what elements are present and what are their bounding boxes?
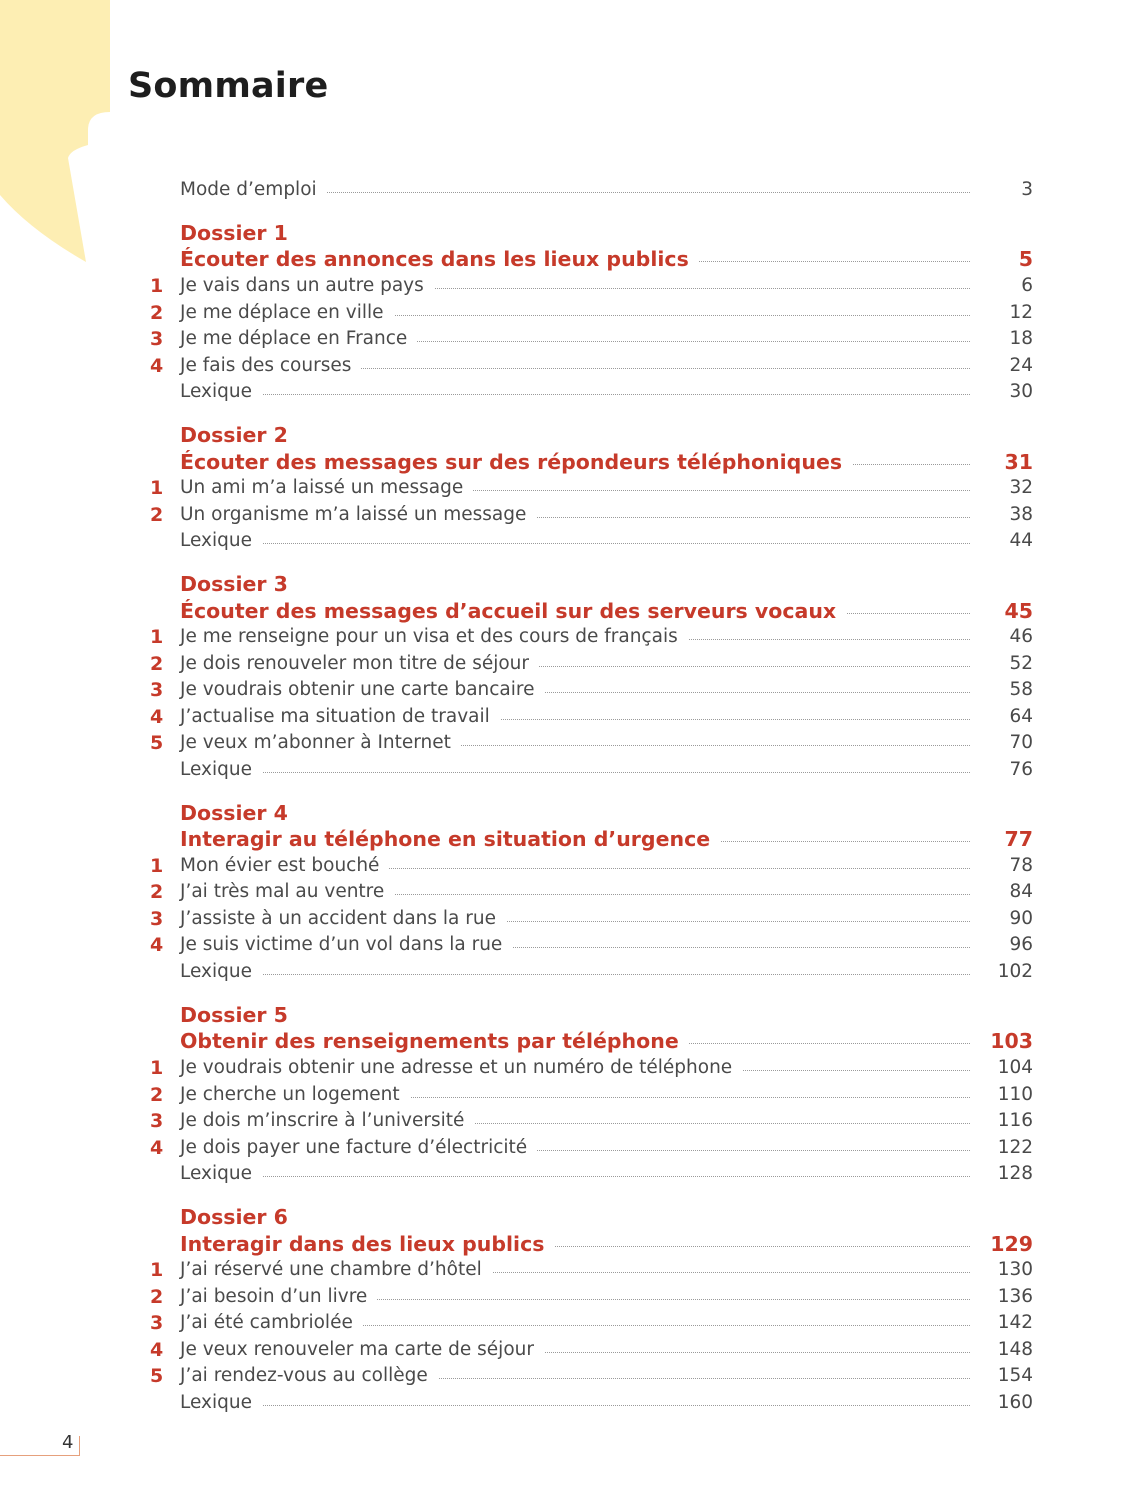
toc-row: [0, 1284, 1127, 1310]
toc-page-number: 96: [1009, 934, 1033, 955]
dossier-heading: [0, 220, 1127, 246]
toc-item-label: J’ai réservé une chambre d’hôtel: [180, 1257, 492, 1283]
toc-item-number: 2: [150, 1286, 164, 1308]
toc-page-number: 76: [1009, 759, 1033, 780]
toc-page-number: 52: [1009, 653, 1033, 674]
toc-page-number: 142: [997, 1312, 1033, 1333]
toc-item-label: Je veux renouveler ma carte de séjour: [180, 1337, 544, 1363]
toc-item-label: Je suis victime d’un vol dans la rue: [180, 932, 512, 958]
toc-item-label: Je cherche un logement: [180, 1082, 410, 1108]
toc-item-number: 2: [150, 881, 164, 903]
toc-item-number: 5: [150, 1365, 164, 1387]
toc-page-number: 12: [1009, 302, 1033, 323]
toc-row: [0, 502, 1127, 528]
toc-page-number: 46: [1009, 626, 1033, 647]
toc-row: [0, 853, 1127, 879]
toc-item-label: Lexique: [180, 1161, 262, 1187]
toc-item-label: Je dois renouveler mon titre de séjour: [180, 651, 539, 677]
toc-item-number: 3: [150, 908, 164, 930]
toc-item-label: J’ai besoin d’un livre: [180, 1284, 377, 1310]
dot-leader: [180, 394, 970, 395]
dossier-title-row: [0, 1028, 1127, 1054]
dot-leader: [180, 1176, 970, 1177]
toc-row: [0, 906, 1127, 932]
dot-leader: [180, 1405, 970, 1406]
toc-row: [0, 528, 1127, 554]
toc-page-number: 30: [1009, 381, 1033, 402]
toc-item-number: 1: [150, 1259, 164, 1281]
toc-row: [0, 177, 1127, 203]
toc-item-label: Je voudrais obtenir une adresse et un numéro de téléphone: [180, 1055, 742, 1081]
toc-item-label: Je me déplace en France: [180, 326, 417, 352]
toc-page-number: 64: [1009, 706, 1033, 727]
dossier-label: Dossier 3: [180, 571, 298, 597]
toc-page-number: 31: [1004, 450, 1033, 474]
toc-page-number: 116: [997, 1110, 1033, 1131]
toc-item-label: Écouter des messages sur des répondeurs téléphoniques: [180, 449, 852, 475]
toc-item-label: Je me déplace en ville: [180, 300, 394, 326]
toc-item-number: 4: [150, 1137, 164, 1159]
toc-page-number: 32: [1009, 477, 1033, 498]
toc-item-label: Je vais dans un autre pays: [180, 273, 434, 299]
toc-item-label: Lexique: [180, 757, 262, 783]
dossier-label: Dossier 5: [180, 1002, 298, 1028]
toc-item-number: 2: [150, 653, 164, 675]
toc-item-number: 3: [150, 679, 164, 701]
dossier-heading: [0, 1204, 1127, 1230]
toc-row: [0, 1390, 1127, 1416]
toc-item-number: 4: [150, 355, 164, 377]
dossier-title-row: [0, 598, 1127, 624]
toc-row: [0, 730, 1127, 756]
toc-item-label: Un organisme m’a laissé un message: [180, 502, 536, 528]
toc-page-number: 18: [1009, 328, 1033, 349]
toc-item-label: Écouter des messages d’accueil sur des serveurs vocaux: [180, 598, 846, 624]
toc-item-label: Écouter des annonces dans les lieux publics: [180, 246, 699, 272]
dot-leader: [180, 974, 970, 975]
dossier-heading: [0, 800, 1127, 826]
page-number: 4: [62, 1432, 74, 1453]
toc-item-label: Je dois m’inscrire à l’université: [180, 1108, 474, 1134]
toc-item-number: 3: [150, 328, 164, 350]
toc-page-number: 90: [1009, 908, 1033, 929]
toc-item-number: 2: [150, 302, 164, 324]
toc-row: [0, 959, 1127, 985]
toc-item-label: Lexique: [180, 528, 262, 554]
toc-item-number: 2: [150, 504, 164, 526]
toc-item-label: Un ami m’a laissé un message: [180, 475, 473, 501]
toc-item-label: J’ai été cambriolée: [180, 1310, 363, 1336]
toc-page-number: 104: [997, 1057, 1033, 1078]
toc-page-number: 102: [997, 961, 1033, 982]
toc-item-number: 1: [150, 477, 164, 499]
toc-row: [0, 353, 1127, 379]
toc-row: [0, 677, 1127, 703]
toc-page-number: 122: [997, 1137, 1033, 1158]
toc-item-label: Lexique: [180, 1390, 262, 1416]
toc-item-label: J’ai très mal au ventre: [180, 879, 394, 905]
toc-item-number: 1: [150, 626, 164, 648]
toc-item-label: Interagir dans des lieux publics: [180, 1231, 554, 1257]
dossier-title-row: [0, 826, 1127, 852]
toc-row: [0, 932, 1127, 958]
toc-row: [0, 1108, 1127, 1134]
toc-item-label: Je voudrais obtenir une carte bancaire: [180, 677, 544, 703]
toc-item-label: Je veux m’abonner à Internet: [180, 730, 461, 756]
dot-leader: [180, 772, 970, 773]
toc-item-label: Obtenir des renseignements par téléphone: [180, 1028, 689, 1054]
toc-page-number: 5: [1018, 247, 1033, 271]
toc-row: [0, 326, 1127, 352]
toc-page-number: 44: [1009, 530, 1033, 551]
toc-row: [0, 704, 1127, 730]
toc-row: [0, 1135, 1127, 1161]
dossier-label: Dossier 4: [180, 800, 298, 826]
toc-item-number: 1: [150, 855, 164, 877]
dossier-heading: [0, 422, 1127, 448]
toc-row: [0, 757, 1127, 783]
toc-row: [0, 624, 1127, 650]
toc-row: [0, 273, 1127, 299]
toc-row: [0, 1337, 1127, 1363]
toc-page-number: 160: [997, 1392, 1033, 1413]
folio-rule-tick: [79, 1436, 80, 1456]
dossier-label: Dossier 1: [180, 220, 298, 246]
toc-item-label: Je dois payer une facture d’électricité: [180, 1135, 537, 1161]
toc-item-label: J’assiste à un accident dans la rue: [180, 906, 506, 932]
dossier-heading: [0, 1002, 1127, 1028]
toc-row: [0, 1055, 1127, 1081]
toc-item-number: 3: [150, 1110, 164, 1132]
toc-page-number: 103: [990, 1029, 1033, 1053]
toc-item-label: Lexique: [180, 379, 262, 405]
toc-row: [0, 1310, 1127, 1336]
toc-item-label: Je fais des courses: [180, 353, 361, 379]
toc-row: [0, 651, 1127, 677]
toc-page-number: 136: [997, 1286, 1033, 1307]
toc-item-number: 2: [150, 1084, 164, 1106]
toc-row: [0, 300, 1127, 326]
toc-page-number: 70: [1009, 732, 1033, 753]
dossier-title-row: [0, 246, 1127, 272]
dossier-heading: [0, 571, 1127, 597]
toc-page-number: 130: [997, 1259, 1033, 1280]
toc-item-label: Interagir au téléphone en situation d’urgence: [180, 826, 720, 852]
toc-item-number: 3: [150, 1312, 164, 1334]
toc-page-number: 129: [990, 1232, 1033, 1256]
toc-item-number: 4: [150, 706, 164, 728]
toc-item-number: 4: [150, 1339, 164, 1361]
toc-item-label: Mon évier est bouché: [180, 853, 389, 879]
dossier-title-row: [0, 449, 1127, 475]
toc-item-label: Mode d’emploi: [180, 177, 327, 203]
toc-row: [0, 1161, 1127, 1187]
dossier-label: Dossier 6: [180, 1204, 298, 1230]
toc-row: [0, 1363, 1127, 1389]
page-title: Sommaire: [128, 66, 329, 106]
toc-page-number: 77: [1004, 827, 1033, 851]
toc-row: [0, 879, 1127, 905]
folio-rule: [0, 1455, 80, 1456]
toc-page-number: 3: [1021, 179, 1033, 200]
toc-page-number: 24: [1009, 355, 1033, 376]
toc-page-number: 110: [997, 1084, 1033, 1105]
toc-page-number: 84: [1009, 881, 1033, 902]
toc-page-number: 154: [997, 1365, 1033, 1386]
toc-page-number: 6: [1021, 275, 1033, 296]
toc-page-number: 58: [1009, 679, 1033, 700]
toc-page-number: 148: [997, 1339, 1033, 1360]
toc-item-label: J’actualise ma situation de travail: [180, 704, 500, 730]
toc-row: [0, 379, 1127, 405]
toc-item-number: 1: [150, 1057, 164, 1079]
toc-row: [0, 475, 1127, 501]
toc-item-number: 1: [150, 275, 164, 297]
toc-page-number: 78: [1009, 855, 1033, 876]
toc-page-number: 38: [1009, 504, 1033, 525]
toc-item-label: Lexique: [180, 959, 262, 985]
toc-item-number: 5: [150, 732, 164, 754]
toc-page-number: 128: [997, 1163, 1033, 1184]
toc-item-label: J’ai rendez-vous au collège: [180, 1363, 438, 1389]
dossier-title-row: [0, 1231, 1127, 1257]
toc-item-label: Je me renseigne pour un visa et des cours de français: [180, 624, 688, 650]
toc-item-number: 4: [150, 934, 164, 956]
dot-leader: [180, 543, 970, 544]
toc-row: [0, 1082, 1127, 1108]
toc-page-number: 45: [1004, 599, 1033, 623]
dossier-label: Dossier 2: [180, 422, 298, 448]
toc-row: [0, 1257, 1127, 1283]
